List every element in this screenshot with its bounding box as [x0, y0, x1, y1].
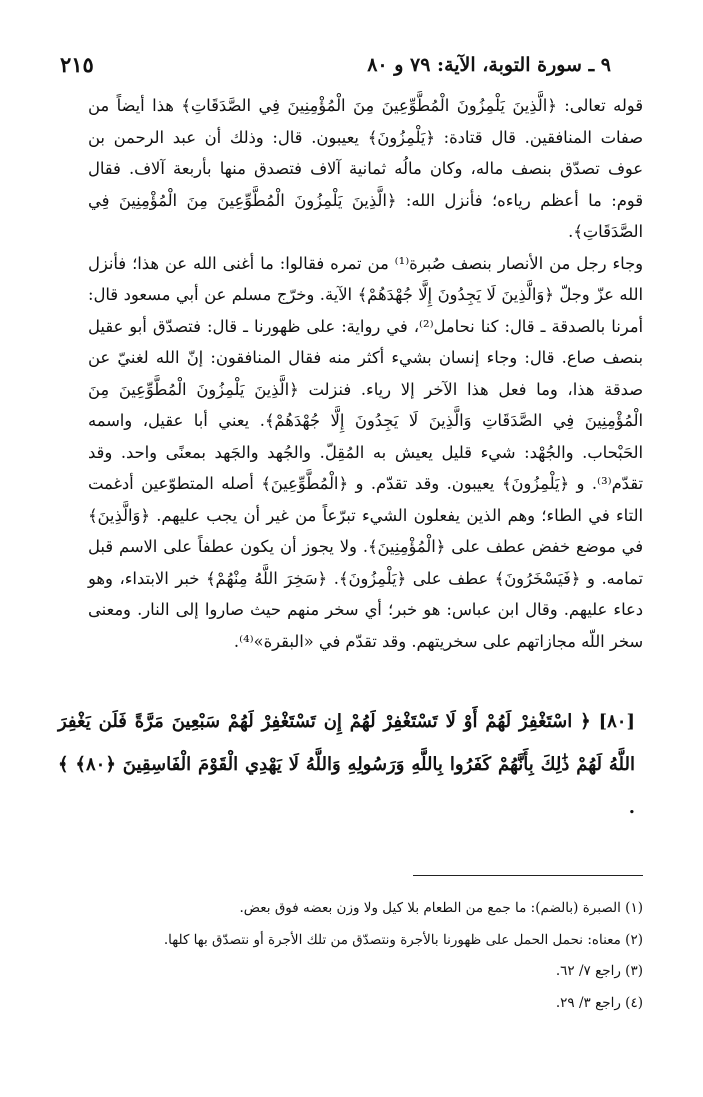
footnote: (٣) راجع ٧/ ٦٢. — [555, 963, 643, 979]
footnote: (١) الصبرة (بالضم): ما جمع من الطعام بلا كيل ولا وزن بعضه فوق بعض. — [239, 900, 643, 916]
commentary-paragraph: قوله تعالى: ﴿الَّذِينَ يَلْمِزُونَ الْمُطَّوِّعِينَ مِنَ الْمُؤْمِنِينَ فِي الصَّدَقَاتِ﴾ هذا أيضاً من صفات المنافقين. قال قتادة: ﴿يَلْمِزُونَ﴾ يعيبون. قال: وذلك أن عبد الرحمن بن عوف تصدّق بنصف ماله، وكان مالُه ثمانية آلاف فتصدق منها بأربعة آلاف. فقال قوم: ما أعظم رياءه؛ فأنزل الله: ﴿الَّذِينَ يَلْمِزُونَ الْمُطَّوِّعِينَ مِنَ الْمُؤْمِنِينَ فِي الصَّدَقَاتِ﴾. — [88, 96, 643, 241]
commentary-text — [88, 90, 643, 657]
footnote: (٢) معناه: نحمل الحمل على ظهورنا بالأجرة ونتصدّق من تلك الأجرة أو نتصدّق بها كلها. — [163, 931, 643, 948]
running-title: ٩ ـ سورة التوبة، الآية: ٧٩ و ٨٠ — [367, 54, 611, 76]
footnote: (٤) راجع ٣/ ٢٩. — [555, 994, 643, 1011]
commentary-paragraph: وجاء رجل من الأنصار بنصف صُبرة⁽¹⁾ من تمره فقالوا: ما أغنى الله عن هذا؛ فأنزل الله عزّ وجلّ ﴿وَالَّذِينَ لَا يَجِدُونَ إِلَّا جُهْدَهُمْ﴾ الآية. وخرّج مسلم عن أبي مسعود قال: أمرنا بالصدقة ـ قال: كنا نحامل⁽²⁾، في رواية: على ظهورنا ـ قال: فتصدّق أبو عقيل بنصف صاع. قال: وجاء إنسان بشيء أكثر منه فقال المنافقون: إنّ الله لغنيّ عن صدقة هذا، وما فعل هذا الآخر إلا رياء. فنزلت ﴿الَّذِينَ يَلْمِزُونَ الْمُطَّوِّعِينَ مِنَ الْمُؤْمِنِينَ فِي الصَّدَقَاتِ وَالَّذِينَ لَا يَجِدُونَ إِلَّا جُهْدَهُمْ﴾. يعني أبا عقيل، واسمه الحَبْحاب. والجُهْد: شيء قليل يعيش به المُقِلّ. والجُهد والجَهد بمعنًى واحد. وقد تقدّم⁽³⁾. و ﴿يَلْمِزُونَ﴾ يعيبون. وقد تقدّم. و ﴿الْمُطَّوِّعِينَ﴾ أصله المتطوّعين أدغمت التاء في الطاء؛ وهم الذين يفعلون الشيء تبرّعاً من غير أن يجب عليهم. ﴿وَالَّذِينَ﴾ في موضع خفض عطف على ﴿الْمُؤْمِنِينَ﴾. ولا يجوز أن يكون عطفاً على الاسم قبل تمامه. و ﴿فَيَسْخَرُونَ﴾ عطف على ﴿يَلْمِزُونَ﴾. ﴿سَخِرَ اللَّهُ مِنْهُمْ﴾ خبر الابتداء، وهو دعاء عليهم. وقال ابن عباس: هو خبر؛ أي سخر منهم حيث صاروا إلى النار. ومعنى سخر اللّه مجازاتهم على سخريتهم. وقد تقدّم في «البقرة»⁽⁴⁾. — [88, 253, 643, 651]
page-number: ٢١٥ — [60, 52, 94, 77]
page-header — [60, 42, 611, 86]
footnote-separator — [413, 875, 643, 876]
verse-number: [٨٠] — [598, 711, 635, 732]
footnotes — [60, 893, 643, 1019]
verse-text: ﴿ اسْتَغْفِرْ لَهُمْ أَوْ لَا تَسْتَغْفِرْ لَهُمْ إِن تَسْتَغْفِرْ لَهُمْ سَبْعِينَ مَرَّةً فَلَن يَغْفِرَ اللَّهُ لَهُمْ ذَٰلِكَ بِأَنَّهُمْ كَفَرُوا بِاللَّهِ وَرَسُولِهِ وَاللَّهُ لَا يَهْدِي الْقَوْمَ الْفَاسِقِينَ ﴿٨٠﴾ ﴾ . — [58, 711, 635, 818]
quran-verse — [58, 700, 635, 829]
